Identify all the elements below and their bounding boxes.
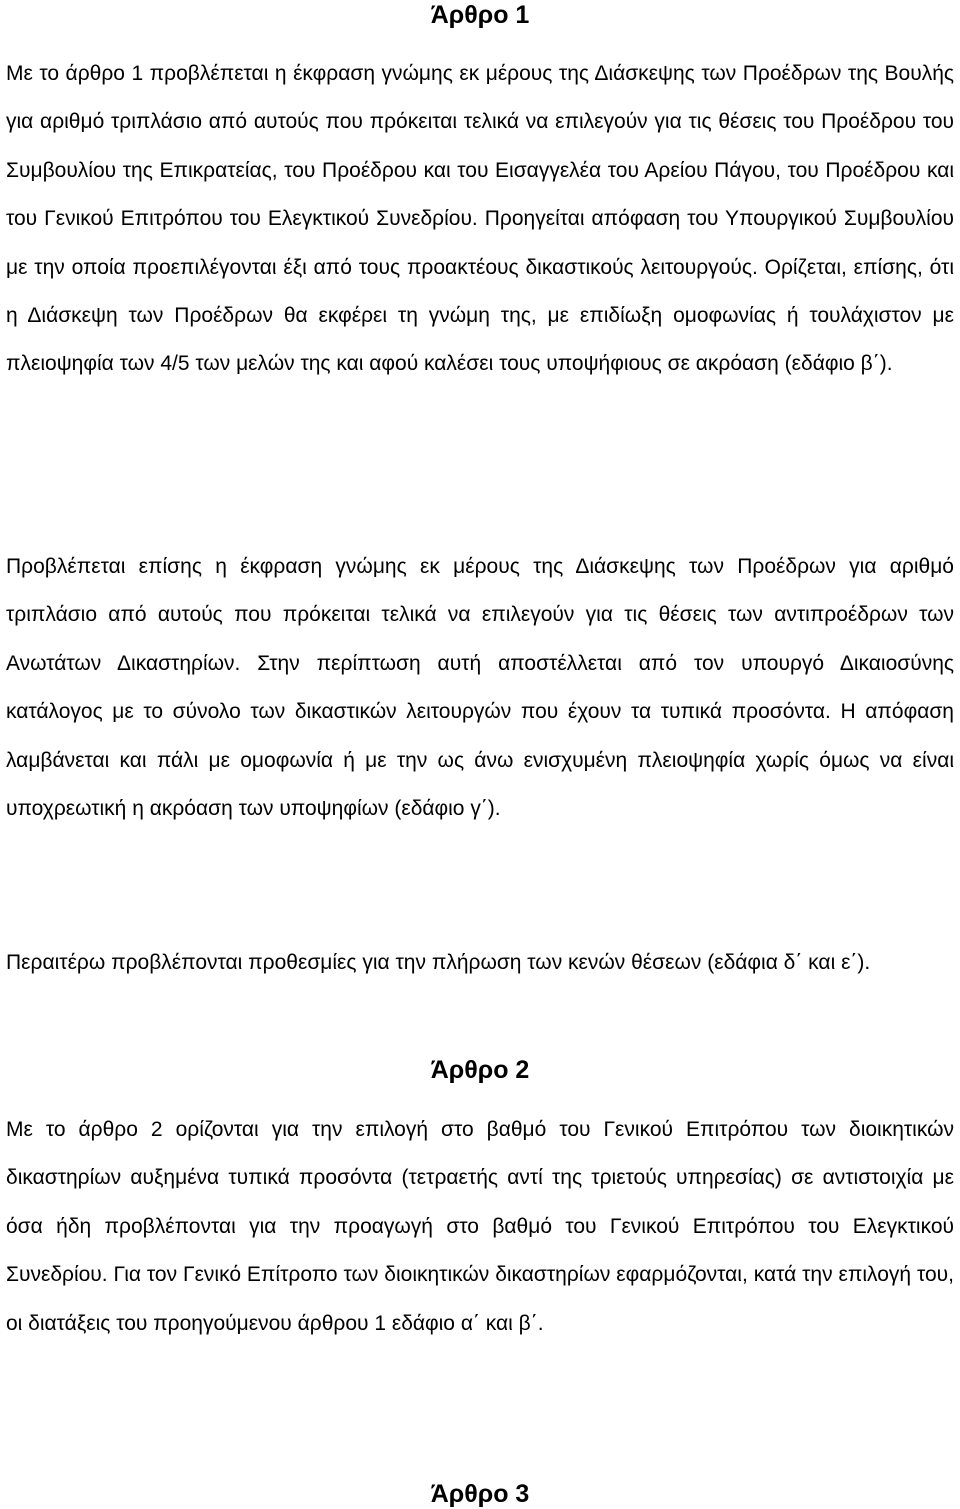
article-1-paragraph-3: Περαιτέρω προβλέπονται προθεσμίες για την πλήρωση των κενών θέσεων (εδάφια δ΄ και ε΄). [6, 951, 871, 974]
article-2-heading: Άρθρο 2 [430, 1056, 530, 1084]
article-1-paragraph-1: Με το άρθρο 1 προβλέπεται η έκφραση γνώμης εκ μέρους της Διάσκεψης των Προέδρων της Βουλής για αριθμό τριπλάσιο από αυτούς που πρόκειται τελικά να επιλεγούν για τις θέσεις του Προέδρου του Συμβουλίου της Επικρατείας, του Προέδρου και του Εισαγγελέα του Αρείου Πάγου, του Προέδρου και του Γενικού Επιτρόπου του Ελεγκτικού Συνεδρίου. Προηγείται απόφαση του Υπουργικού Συμβουλίου με την οποία προεπιλέγονται έξι από τους προακτέους δικαστικούς λειτουργούς. Ορίζεται, επίσης, ότι η Διάσκεψη των Προέδρων θα εκφέρει τη γνώμη της, με επιδίωξη ομοφωνίας ή τουλάχιστον με πλειοψηφία των 4/5 των μελών της και αφού καλέσει τους υποψήφιους σε ακρόαση (εδάφιο β΄). [6, 62, 954, 376]
article-3-heading: Άρθρο 3 [430, 1480, 530, 1508]
article-2-paragraph-1: Με το άρθρο 2 ορίζονται για την επιλογή στο βαθμό του Γενικού Επιτρόπου των διοικητικών δικαστηρίων αυξημένα τυπικά προσόντα (τετραετής αντί της τριετούς υπηρεσίας) σε αντιστοιχία με όσα ήδη προβλέπονται για την προαγωγή στο βαθμό του Γενικού Επιτρόπου του Ελεγκτικού Συνεδρίου. Για τον Γενικό Επίτροπο των διοικητικών δικαστηρίων εφαρμόζονται, κατά την επιλογή του, οι διατάξεις του προηγούμενου άρθρου 1 εδάφιο α΄ και β΄. [6, 1118, 954, 1335]
article-1-paragraph-2: Προβλέπεται επίσης η έκφραση γνώμης εκ μέρους της Διάσκεψης των Προέδρων για αριθμό τριπλάσιο από αυτούς που πρόκειται τελικά να επιλεγούν για τις θέσεις των αντιπροέδρων των Ανωτάτων Δικαστηρίων. Στην περίπτωση αυτή αποστέλλεται από τον υπουργό Δικαιοσύνης κατάλογος με το σύνολο των δικαστικών λειτουργών που έχουν τα τυπικά προσόντα. Η απόφαση λαμβάνεται και πάλι με ομοφωνία ή με την ως άνω ενισχυμένη πλειοψηφία χωρίς όμως να είναι υποχρεωτική η ακρόαση των υποψηφίων (εδάφιο γ΄). [6, 555, 954, 821]
article-1-heading: Άρθρο 1 [430, 1, 530, 29]
